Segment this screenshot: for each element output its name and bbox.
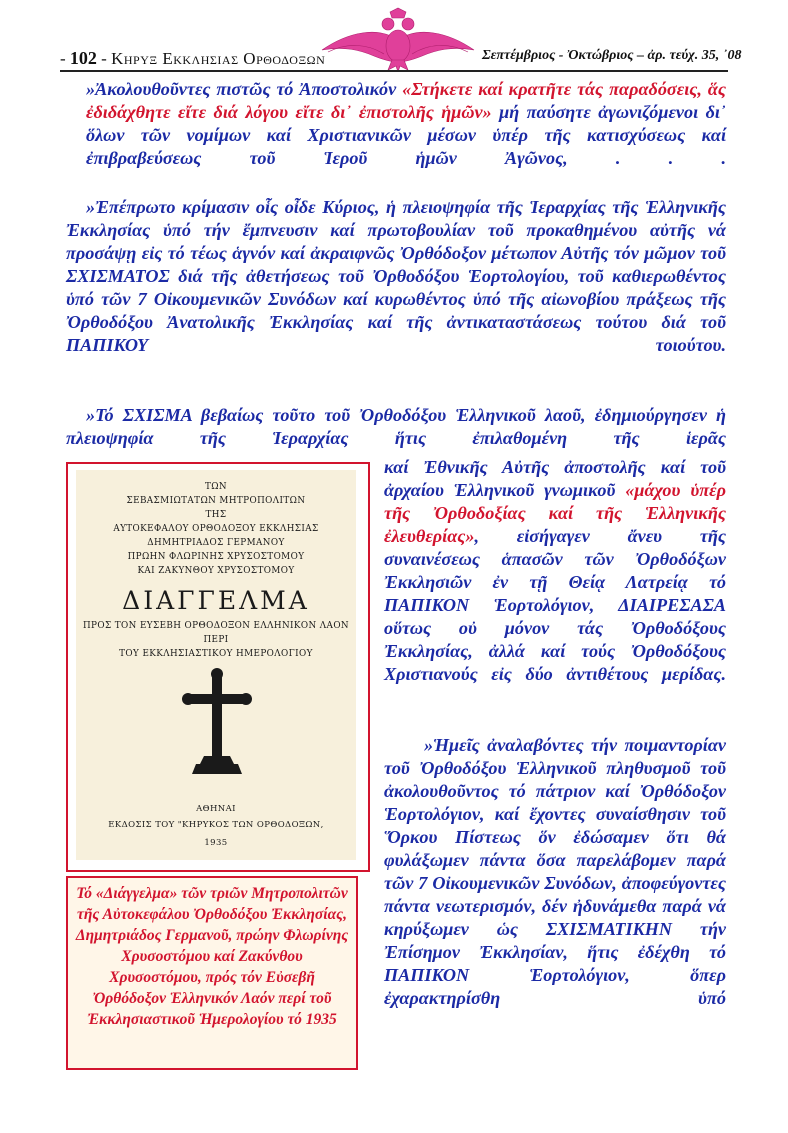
cover-line: ΤΟΥ ΕΚΚΛΗΣΙΑΣΤΙΚΟΥ ΗΜΕΡΟΛΟΓΙΟΥ xyxy=(119,649,313,659)
paragraph-4: »Ἡμεῖς ἀναλαβόντες τήν ποιμαντορίαν τοῦ Ὀρθοδόξου Ἑλληνικοῦ πληθυσμοῦ τοῦ ἀκολουθοῦντος τό πάτριον καί Ὀρθόδοξον Ἑορτολόγιον, καί ἔχοντες συναίσθησιν τοῦ Ὅρκου Πίστεως ὅν ἐδώσαμεν ὅτι θά φυλάξωμεν πάντα ὅσα παρελάβομεν παρά τῶν 7 Οἰκουμενικῶν Συνόδων, ἀποφεύγοντες πάντα νεωτερισμόν, δέν ἠδυνάμεθα παρά νά κηρύξωμεν ὡς ΣΧΙΣΜΑΤΙΚΗΝ τήν Ἐπίσημον Ἐκκλησίαν, ἥτις ἐδέχθη τό ΠΑΠΙΚΟΝ Ἑορτολόγιον, ὅπερ ἐχαρακτηρίσθη ὑπό xyxy=(384,735,726,1008)
cover-title: ΔΙΑΓΓΕΛΜΑ xyxy=(122,586,310,615)
paragraph-3-column xyxy=(384,456,726,686)
cover-line: ΤΩΝ xyxy=(204,482,228,492)
paragraph-1-text-end: μή παύσητε ἀγωνιζόμενοι δι᾿ ὅλων τῶν νομίμων καί Χριστιανικῶν μέσων ὑπέρ τῆς κατισχύσεως καί ἐπιβραβεύσεως τοῦ Ἱεροῦ ἡμῶν Ἀγῶνος, . . . xyxy=(86,102,726,168)
figure-caption: Τό «Διάγγελμα» τῶν τριῶν Μητροπολιτῶν τῆς Αὐτοκεφάλου Ὀρθοδόξου Ἐκκλησίας, Δημητριάδος Γερμανοῦ, πρώην Φλωρίνης Χρυσοστόμου καί Ζακύνθου Χρυσοστόμου, πρός τόν Εὐσεβῆ Ὀρθόδοξον Ἑλληνικόν Λαόν περί τοῦ Ἐκκλησιαστικοῦ Ἡμερολογίου τό 1935 xyxy=(75,885,349,1028)
cover-year: 1935 xyxy=(204,838,228,848)
cover-line: ΔΗΜΗΤΡΙΑΔΟΣ ΓΕΡΜΑΝΟΥ xyxy=(147,538,285,548)
paragraph-3-text: καί Ἐθνικῆς Αὐτῆς ἀποστολῆς καί τοῦ ἀρχαίου Ἑλληνικοῦ γνωμικοῦ xyxy=(384,457,726,500)
cover-line: ΠΕΡΙ xyxy=(203,635,229,645)
header-left: - 102 - Κηρυξ Εκκλησιασ Ορθοδοξων xyxy=(60,48,326,68)
paragraph-1 xyxy=(86,78,726,170)
page-number: 102 xyxy=(69,48,97,68)
paragraph-1-text: »Ἀκολουθοῦντες πιστῶς τό Ἀποστολικόν xyxy=(86,79,403,99)
double-headed-eagle-icon xyxy=(318,6,478,72)
journal-title: Κηρυξ Εκκλησιασ Ορθοδοξων xyxy=(111,49,326,68)
cover-line: ΠΡΟΣ ΤΟΝ ΕΥΣΕΒΗ ΟΡΘΟΔΟΞΟΝ ΕΛΛΗΝΙΚΟΝ ΛΑΟΝ xyxy=(82,621,350,631)
figure-caption-box xyxy=(66,876,358,1070)
paragraph-1-quote: «Στήκετε καί κρατῆτε τάς παραδόσεις, ἅς ἐδιδάχθητε εἴτε διά λόγου εἴτε δι᾿ ἐπιστολῆς ἡμῶν» xyxy=(86,79,726,122)
cover-line: ΣΕΒΑΣΜΙΩΤΑΤΩΝ ΜΗΤΡΟΠΟΛΙΤΩΝ xyxy=(126,496,306,506)
cover-line: ΚΑΙ ΖΑΚΥΝΘΟΥ ΧΡΥΣΟΣΤΟΜΟΥ xyxy=(137,566,295,576)
cover-line: ΠΡΩΗΝ ΦΛΩΡΙΝΗΣ ΧΡΥΣΟΣΤΟΜΟΥ xyxy=(127,552,305,562)
cover-line: ΤΗΣ xyxy=(205,510,227,520)
figure-frame xyxy=(66,462,370,872)
orthodox-cross-icon xyxy=(182,668,252,776)
cover-publisher-city: ΑΘΗΝΑΙ xyxy=(196,804,236,814)
paragraph-3-quote: «μάχου ὑπέρ τῆς Ὀρθοδοξίας καί τῆς Ἑλληνικῆς ἐλευθερίας» xyxy=(384,480,726,546)
paragraph-3-intro: »Τό ΣΧΙΣΜΑ βεβαίως τοῦτο τοῦ Ὀρθοδόξου Ἑλληνικοῦ λαοῦ, ἐδημιούργησεν ἡ πλειοψηφία τῆς Ἱεραρχίας ἥτις ἐπιλαθομένη τῆς ἱερᾶς xyxy=(66,405,726,448)
paragraph-2: »Ἐπέπρωτο κρίμασιν οἷς οἶδε Κύριος, ἡ πλειοψηφία τῆς Ἱεραρχίας τῆς Ἑλληνικῆς Ἐκκλησίας ὑπό τήν ἔμπνευσιν καί πρωτοβουλίαν τοῦ προκαθημένου αὐτῆς νά προσάψῃ εἰς τό τέως ἁγνόν καί ἀκραιφνῶς Ὀρθόδοξον μέτωπον Αὐτῆς τόν μῶμον τοῦ ΣΧΙΣΜΑΤΟΣ διά τῆς ἀθετήσεως τοῦ Ὀρθοδόξου Ἑορτολογίου, τοῦ καθιερωθέντος ὑπό τῶν 7 Οἰκουμενικῶν Συνόδων καί κυρωθέντος ὑπό τῆς αἰωνοβίου πράξεως τῆς Ὀρθοδόξου Ἀνατολικῆς Ἐκκλησίας καί τῆς ἀντικαταστάσεως τούτου διά τοῦ ΠΑΠΙΚΟΥ τοιούτου. xyxy=(66,197,726,355)
cover-publisher: ΕΚΔΟΣΙΣ ΤΟΥ "ΚΗΡΥΚΟΣ ΤΩΝ ΟΡΘΟΔΟΞΩΝ, xyxy=(108,820,324,830)
page-header xyxy=(0,0,788,72)
header-rule xyxy=(60,70,728,72)
issue-info: Σεπτέμβριος - Ὀκτώβριος – ἀρ. τεύχ. 35, ᾿08 xyxy=(482,48,742,63)
paragraph-3-text-end: , εἰσήγαγεν ἄνευ τῆς συναινέσεως ἁπασῶν τῶν Ὀρθοδόξων Ἐκκλησιῶν ἐν τῇ Θείᾳ Λατρείᾳ τό ΠΑΠΙΚΟΝ Ἑορτολόγιον, ΔΙΑΙΡΕΣΑΣΑ οὕτως οὐ μόνον τάς Ὀρθοδόξους Ἐκκλησίας, ἀλλά καί τούς Ὀρθοδόξους Χριστιανούς εἰς δύο ἀντιθέτους μερίδας. xyxy=(384,526,726,684)
cover-line: ΑΥΤΟΚΕΦΑΛΟΥ ΟΡΘΟΔΟΞΟΥ ΕΚΚΛΗΣΙΑΣ xyxy=(113,524,319,534)
diaggelma-cover-image xyxy=(76,470,356,860)
